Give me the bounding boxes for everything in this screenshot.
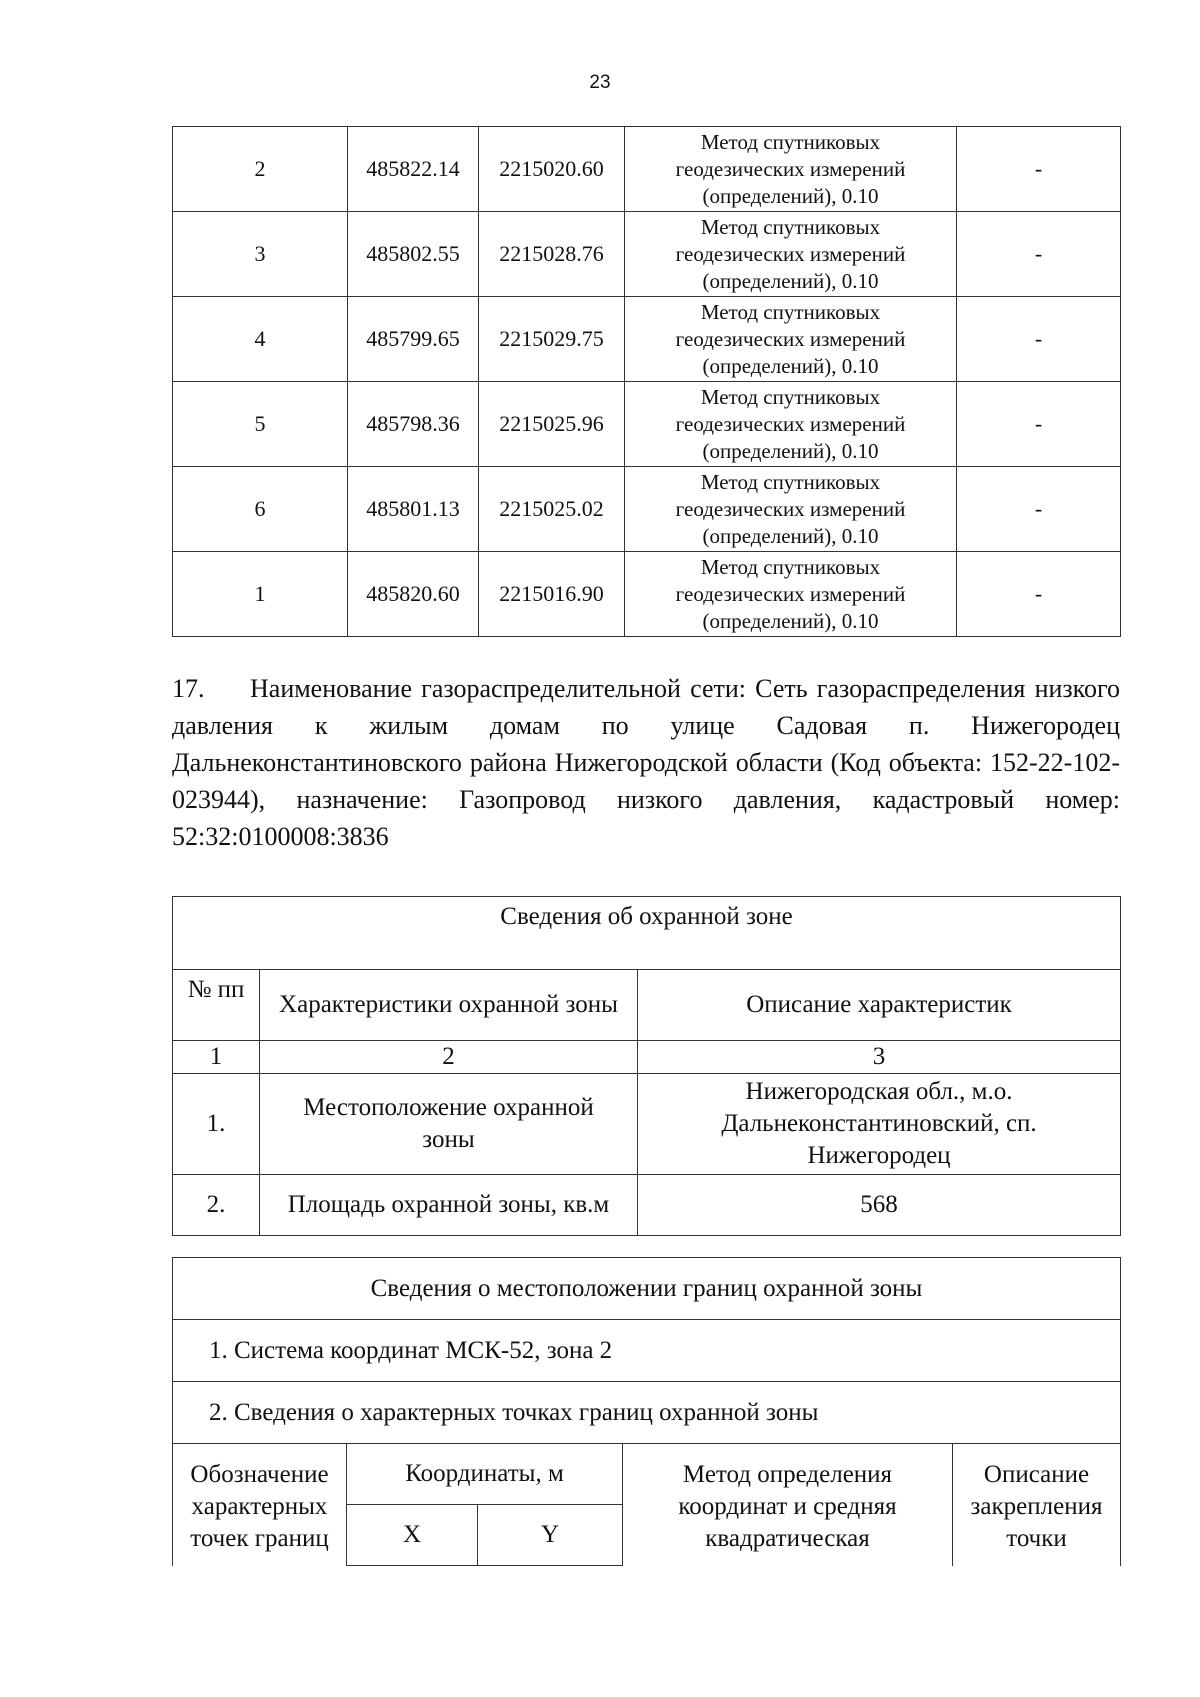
table-row [173, 382, 1121, 467]
method-line: (определений), 0.10 [702, 438, 879, 463]
section-number: 17. [172, 674, 205, 703]
col-char-header: Характеристики охранной зоны [260, 970, 638, 1041]
idx-2: 2 [260, 1041, 638, 1074]
row1-num: 1. [173, 1074, 260, 1175]
method-line: Метод спутниковых [700, 299, 881, 324]
col-desc-header: Описание характеристик [638, 970, 1121, 1041]
method [625, 127, 957, 212]
table-row [173, 552, 1121, 637]
table-row [173, 467, 1121, 552]
method-line: Метод спутниковых [700, 469, 881, 494]
method [625, 552, 957, 637]
point-number: 5 [173, 382, 348, 467]
method [625, 382, 957, 467]
method-line: геодезических измерений [675, 411, 906, 436]
method-line: геодезических измерений [675, 241, 906, 266]
coord-x: 485799.65 [348, 297, 479, 382]
table-row [173, 297, 1121, 382]
col-desc-header: Описание закрепления точки [953, 1444, 1121, 1566]
coord-y: 2215016.90 [479, 552, 625, 637]
point-description: - [957, 127, 1121, 212]
method [625, 212, 957, 297]
coord-x: 485820.60 [348, 552, 479, 637]
col-coords-header: Координаты, м [347, 1444, 623, 1505]
point-description: - [957, 467, 1121, 552]
col-y-header: Y [478, 1505, 623, 1566]
col-point-header: Обозначение характерных точек границ [173, 1444, 347, 1566]
coord-x: 485801.13 [348, 467, 479, 552]
points-info-item: 2. Сведения о характерных точках границ охранной зоны [173, 1382, 1121, 1444]
point-description: - [957, 297, 1121, 382]
point-number: 3 [173, 212, 348, 297]
method-line: геодезических измерений [675, 581, 906, 606]
zone-info-table [172, 896, 1121, 1236]
coord-x: 485798.36 [348, 382, 479, 467]
method-line: геодезических измерений [675, 326, 906, 351]
coord-y: 2215025.02 [479, 467, 625, 552]
method-line: геодезических измерений [675, 496, 906, 521]
point-description: - [957, 212, 1121, 297]
coord-y: 2215028.76 [479, 212, 625, 297]
point-description: - [957, 382, 1121, 467]
row1-char: Местоположение охранной зоны [260, 1074, 638, 1175]
boundaries-table [172, 1257, 1121, 1566]
method [625, 297, 957, 382]
point-number: 1 [173, 552, 348, 637]
row2-desc: 568 [638, 1175, 1121, 1236]
col-method-header: Метод определения координат и средняя квадратическая [623, 1444, 953, 1566]
method-line: Метод спутниковых [700, 384, 881, 409]
method-line: Метод спутниковых [700, 129, 881, 154]
method [625, 467, 957, 552]
section-text: Наименование газораспределительной сети: Сеть газораспределения низкого давления к жилым домам по улице Садовая п. Нижегородец Дальнеконстантиновского района Нижегородской области (Код объекта: 152-22-102-023944), назначение: Газопровод низкого давления, кадастровый номер: 52:32:0100008:3836 [172, 674, 1120, 851]
zone-info-title: Сведения об охранной зоне [173, 897, 1121, 970]
method-line: (определений), 0.10 [702, 268, 879, 293]
row2-char: Площадь охранной зоны, кв.м [260, 1175, 638, 1236]
coord-y: 2215025.96 [479, 382, 625, 467]
method-line: (определений), 0.10 [702, 183, 879, 208]
coord-y: 2215020.60 [479, 127, 625, 212]
method-line: Метод спутниковых [700, 554, 881, 579]
col-num-header: № пп [173, 970, 260, 1041]
coord-x: 485802.55 [348, 212, 479, 297]
page-number: 23 [589, 72, 611, 93]
point-number: 6 [173, 467, 348, 552]
boundaries-title: Сведения о местоположении границ охранной зоны [173, 1258, 1121, 1320]
coord-y: 2215029.75 [479, 297, 625, 382]
method-line: (определений), 0.10 [702, 608, 879, 633]
row2-num: 2. [173, 1175, 260, 1236]
row1-desc: Нижегородская обл., м.о. Дальнеконстантиновский, сп. Нижегородец [638, 1074, 1121, 1175]
method-line: Метод спутниковых [700, 214, 881, 239]
table-row [173, 212, 1121, 297]
method-line: (определений), 0.10 [702, 353, 879, 378]
method-line: (определений), 0.10 [702, 523, 879, 548]
coord-system-item: 1. Система координат МСК-52, зона 2 [173, 1320, 1121, 1382]
coord-x: 485822.14 [348, 127, 479, 212]
method-line: геодезических измерений [675, 156, 906, 181]
points-table [172, 126, 1121, 637]
col-x-header: X [347, 1505, 478, 1566]
table-row [173, 127, 1121, 212]
point-description: - [957, 552, 1121, 637]
idx-3: 3 [638, 1041, 1121, 1074]
idx-1: 1 [173, 1041, 260, 1074]
point-number: 4 [173, 297, 348, 382]
section-paragraph [172, 670, 1120, 855]
point-number: 2 [173, 127, 348, 212]
